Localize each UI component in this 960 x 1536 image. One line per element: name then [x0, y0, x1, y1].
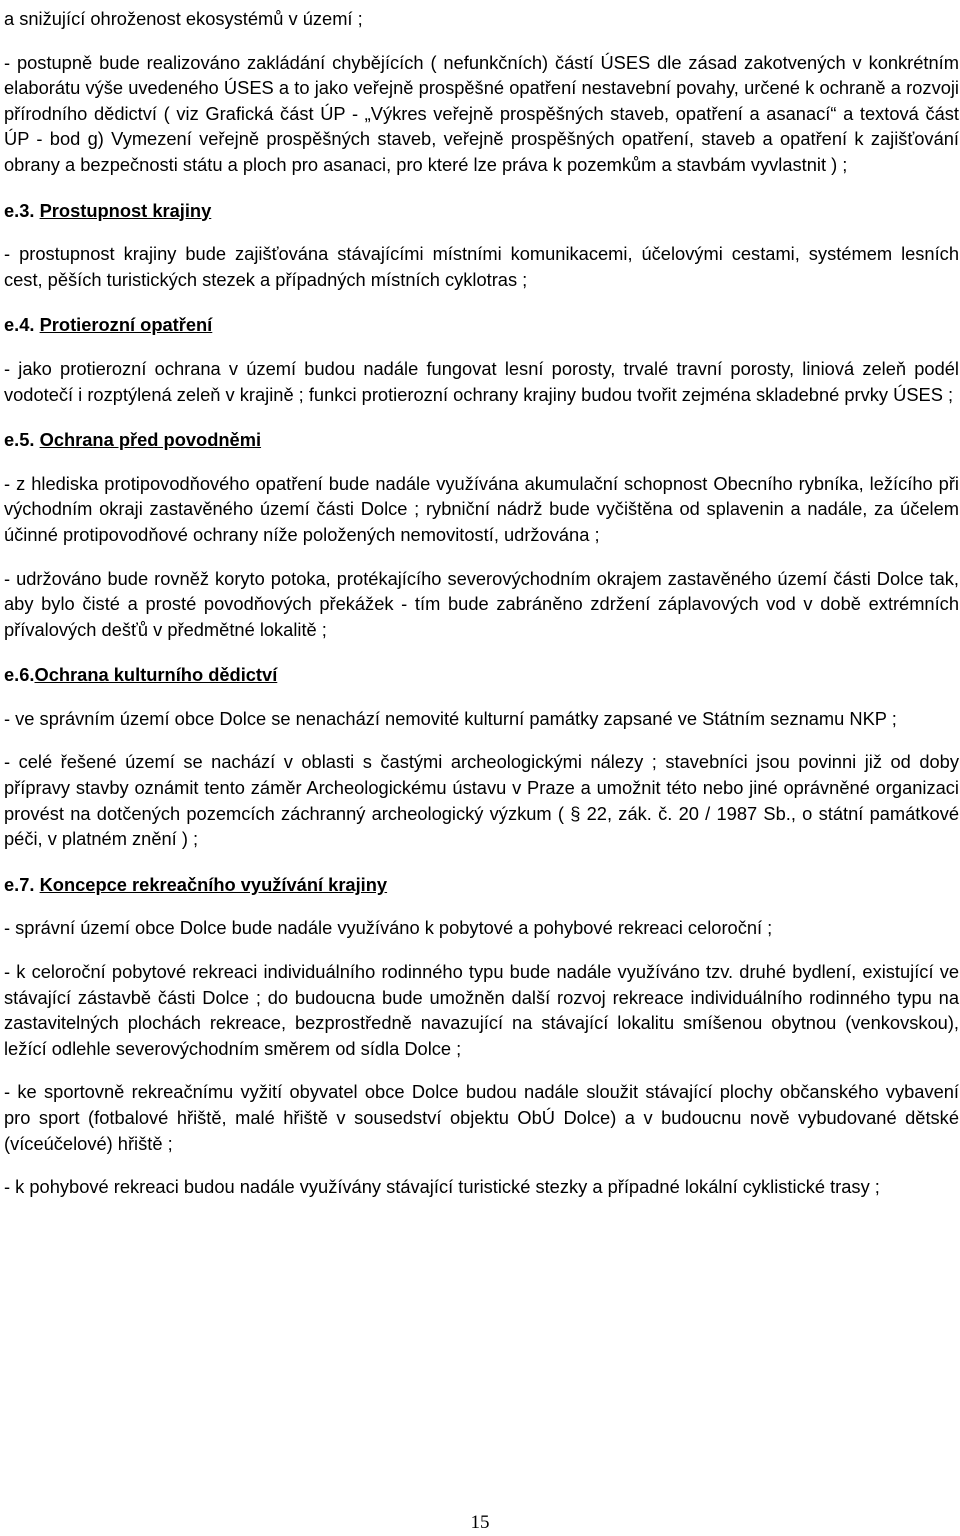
list-item: - ke sportovně rekreačnímu vyžití obyvatel obce Dolce budou nadále sloužit stávající plochy občanského vybavení pro sport (fotbalové hřiště, malé hřiště v sousedství objektu ObÚ Dolce) a v budoucnu nově vybudované dětské (víceúčelové) hřiště ;: [4, 1081, 959, 1154]
list-item: - celé řešené území se nachází v oblasti s častými archeologickými nálezy ; stavebníci jsou povinni již od doby přípravy stavby oznámit tento záměr Archeologickému ústavu v Praze a umožnit této nebo jiné oprávněné organizaci provést na dotčených pozemcích záchranný archeologický výzkum ( § 22, zák. č. 20 / 1987 Sb., o státní památkové péči, v platném znění ) ;: [4, 751, 959, 850]
section-number: e.3.: [4, 199, 35, 221]
section-number: e.4.: [4, 314, 35, 336]
section-number: e.6.: [4, 664, 35, 686]
section-title: Ochrana před povodněmi: [39, 429, 262, 451]
document-page: [4, 6, 959, 1200]
section-title: Koncepce rekreačního využívání krajiny: [39, 873, 388, 895]
section-heading-e4: [4, 312, 959, 338]
intro-line: a snižující ohroženost ekosystémů v území ;: [4, 8, 363, 29]
intro-item: - postupně bude realizováno zakládání chybějících ( nefunkčních) částí ÚSES dle zásad zakotvených v konkrétním elaborátu výše uvedeného ÚSES a to jako veřejně prospěšné opatření nestavební povahy, určené k ochraně a rozvoji přírodního dědictví ( viz Grafická část ÚP - „Výkres veřejně prospěšných staveb, opatření a asanací“ a textová část ÚP - bod g) Vymezení veřejně prospěšných staveb, veřejně prospěšných opatření, staveb a opatření k zajišťování obrany a bezpečnosti státu a ploch pro asanaci, pro které lze práva k pozemkům a stavbám vyvlastnit ) ;: [4, 51, 959, 175]
section-heading-e6: [4, 662, 959, 688]
list-item: - ve správním území obce Dolce se nenachází nemovité kulturní památky zapsané ve Státním seznamu NKP ;: [4, 707, 897, 729]
section-heading-e5: [4, 427, 959, 453]
list-item: - z hlediska protipovodňového opatření bude nadále využívána akumulační schopnost Obecního rybníka, ležícího při východním okraji zastavěného území části Dolce ; rybniční nádrž bude vyčištěna od splavenin a nadále, za účelem účinné protipovodňové ochrany níže položených nemovitostí, udržována ;: [4, 472, 959, 545]
section-title: Protierozní opatření: [39, 314, 213, 336]
section-title: Ochrana kulturního dědictví: [34, 664, 278, 686]
section-number: e.5.: [4, 429, 35, 451]
list-item: - jako protierozní ochrana v území budou nadále fungovat lesní porosty, trvalé travní porosty, liniová zeleň podél vodotečí i rozptýlená zeleň v krajině ; funkci protierozní ochrany krajiny budou tvořit zejména skladebné prvky ÚSES ;: [4, 357, 959, 405]
list-item: - k pohybové rekreaci budou nadále využívány stávající turistické stezky a případné lokální cyklistické trasy ;: [4, 1176, 880, 1198]
section-heading-e7: [4, 872, 959, 898]
list-item: - k celoroční pobytové rekreaci individuálního rodinného typu bude nadále využíváno tzv. druhé bydlení, existující ve stávající zástavbě části Dolce ; do budoucna bude umožněn další rozvoj rekreace individuálního rodinného typu na zastavitelných plochách rekreace, bezprostředně navazující na stávající lokalitu smíšenou obytnou (venkovskou), ležící odlehle severovýchodním směrem od sídla Dolce ;: [4, 961, 959, 1059]
section-title: Prostupnost krajiny: [39, 199, 212, 221]
section-heading-e3: [4, 198, 959, 224]
page-number: 15: [470, 1512, 490, 1533]
list-item: - správní území obce Dolce bude nadále využíváno k pobytové a pohybové rekreaci celoroční ;: [4, 917, 773, 939]
list-item: - prostupnost krajiny bude zajišťována stávajícími místními komunikacemi, účelovými cestami, systémem lesních cest, pěších turistických stezek a případných místních cyklotras ;: [4, 243, 959, 290]
section-number: e.7.: [4, 873, 35, 895]
list-item: - udržováno bude rovněž koryto potoka, protékajícího severovýchodním okrajem zastavěného území části Dolce tak, aby bylo čisté a prosté povodňových překážek - tím bude zabráněno zdržení záplavových vod v době extrémních přívalových dešťů v předmětné lokalitě ;: [4, 567, 959, 640]
